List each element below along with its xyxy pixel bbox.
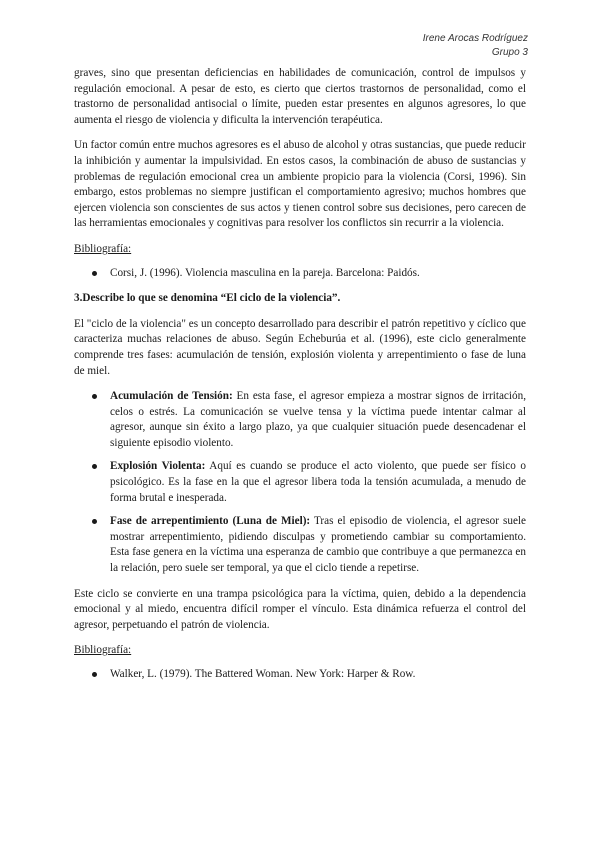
reference-text: Corsi, J. (1996). Violencia masculina en la pareja. Barcelona: Paidós. [110,266,420,279]
phase-term: Acumulación de Tensión: [110,390,233,403]
author-name: Irene Arocas Rodríguez [422,33,528,44]
paragraph-substance-abuse: Un factor común entre muchos agresores es el abuso de alcohol y otras sustancias, que puede reducir la inhibición y aumentar la impulsividad. En estos casos, la combinación de abuso de sustancias y problemas de regulación emocional crea un ambiente propicio para la violencia (Corsi, 1996). Sin embargo, estos problemas no siempre justifican el comportamiento agresivo; muchos hombres que ejercen violencia son conscientes de sus actos y tienen control sobre sus decisiones, pero carecen de las herramientas emocionales y cognitivas para resolver los conflictos sin recurrir a la violencia. [74,139,526,230]
bullet-icon [92,519,97,524]
phase-term: Fase de arrepentimiento (Luna de Miel): [110,515,311,528]
document-body [74,66,526,693]
bullet-icon [92,394,97,399]
bullet-icon [92,672,97,677]
bibliography-label-1: Bibliografía: [74,242,132,255]
phases-list [74,389,526,577]
bibliography-item [74,667,526,683]
reference-text: Walker, L. (1979). The Battered Woman. New York: Harper & Row. [110,668,416,680]
bullet-icon [92,464,97,469]
bibliography-item [74,266,526,282]
section-heading: 3.Describe lo que se denomina “El ciclo de la violencia”. [74,292,341,305]
phase-item [74,389,526,451]
paragraph-continuation: graves, sino que presentan deficiencias en habilidades de comunicación, control de impulsos y regulación emocional. A pesar de esto, es cierto que ciertos trastornos de personalidad, como el trastorno de personalidad antisocial o límite, pueden estar presentes en algunos agresores, lo que aumenta el riesgo de violencia y dificulta la intervención terapéutica. [74,67,526,126]
bibliography-list-2 [74,667,526,683]
phase-item [74,459,526,506]
bullet-icon [92,271,97,276]
phase-description: En esta fase, el agresor empieza a mostrar signos de irritación, celos o estrés. La comunicación se vuelve tensa y la víctima puede intentar calmar al agresor, aunque sin éxito a largo plazo, ya que cualquier situación puede desencadenar el siguiente episodio violento. [110,390,526,449]
phase-item [74,514,526,576]
paragraph-cycle-intro: El "ciclo de la violencia" es un concepto desarrollado para describir el patrón repetitivo y cíclico que caracteriza muchas relaciones de abuso. Según Echeburúa et al. (1996), este ciclo generalmente comprende tres fases: acumulación de tensión, explosión violenta y arrepentimiento o fase de luna de miel. [74,317,526,377]
bibliography-label-2: Bibliografía: [74,644,132,657]
phase-description: Tras el episodio de violencia, el agresor suele mostrar arrepentimiento, pidiendo disculpas y prometiendo cambiar su comportamiento. Esta fase genera en la víctima una esperanza de cambio que contribuye a que permanezca en la relación, pero suele ser temporal, ya que el ciclo tiende a repetirse. [110,515,526,575]
bibliography-list-1 [74,266,526,282]
phase-term: Explosión Violenta: [110,460,206,473]
group-label: Grupo 3 [491,47,528,58]
paragraph-cycle-trap: Este ciclo se convierte en una trampa psicológica para la víctima, quien, debido a la dependencia emocional y al miedo, encuentra difícil romper el vínculo. Esta dinámica refuerza el control del agresor, perpetuando el patrón de violencia. [74,587,526,631]
phase-description: Aquí es cuando se produce el acto violento, que puede ser físico o psicológico. Es la fase en la que el agresor libera toda la tensión acumulada, a menudo de forma brutal e inesperada. [110,460,527,504]
page-header [423,32,528,60]
